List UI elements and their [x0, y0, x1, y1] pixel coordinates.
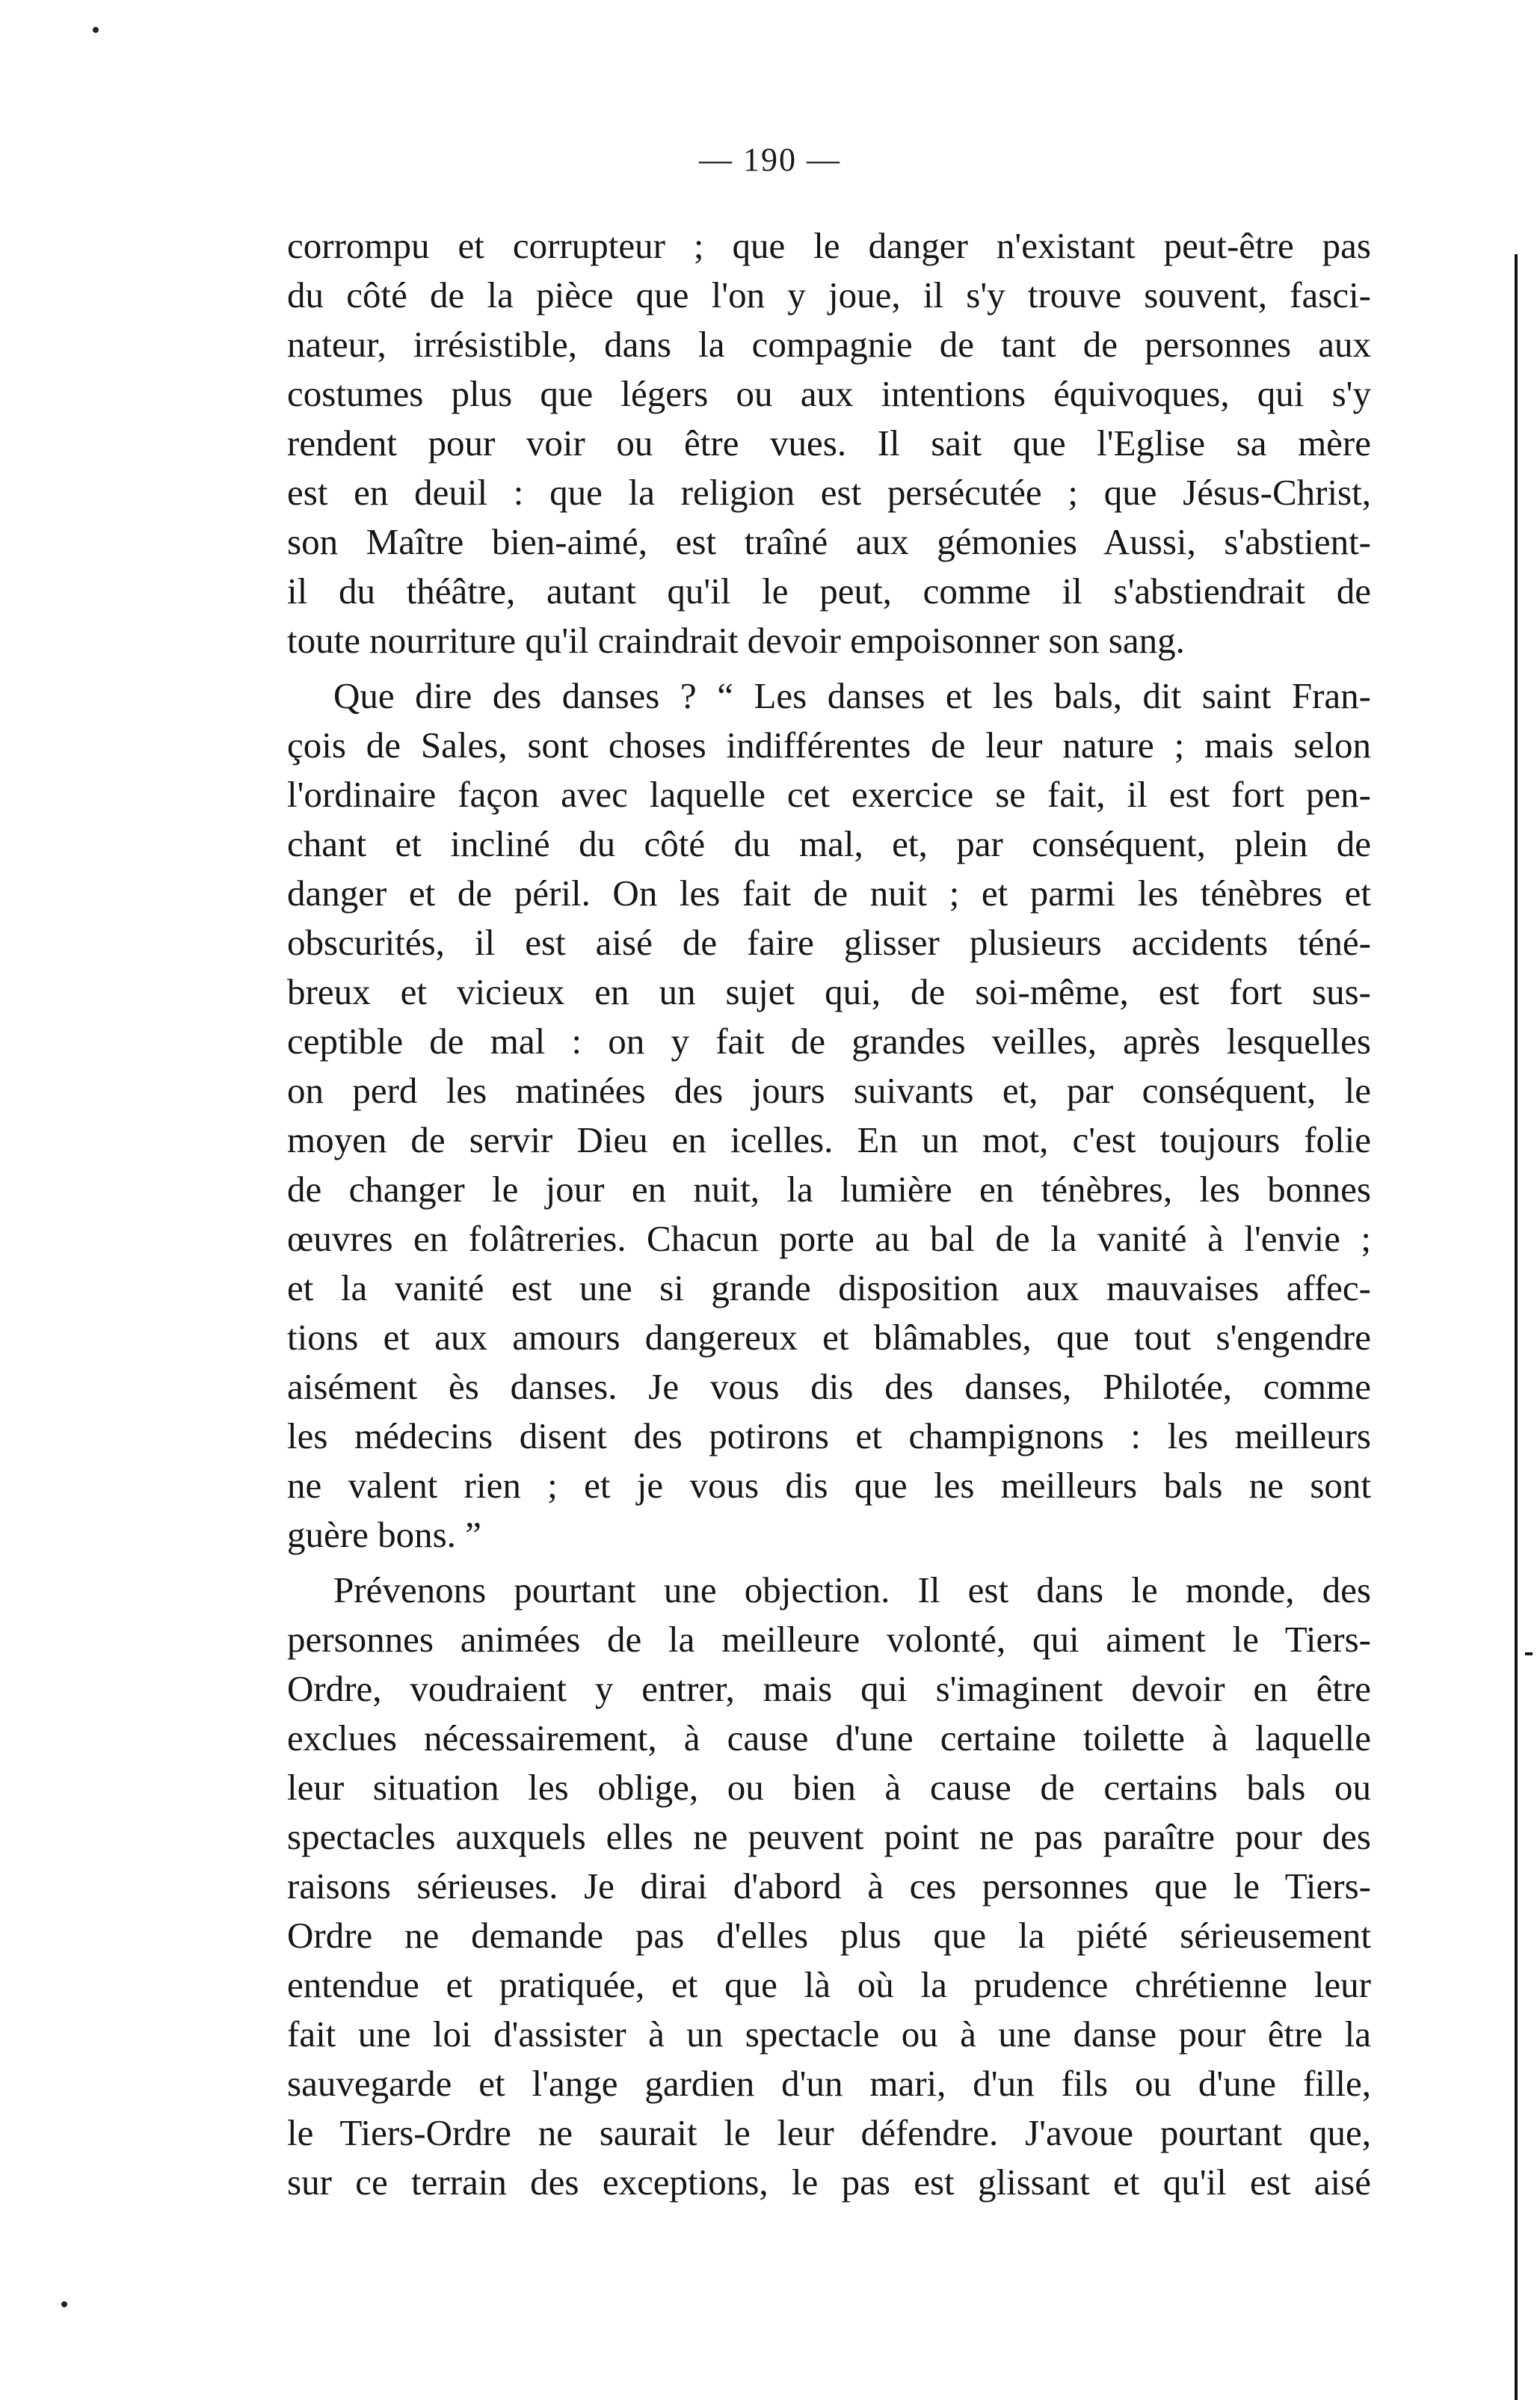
ink-speck — [61, 2301, 67, 2307]
text-line: le Tiers-Ordre ne saurait le leur défendre. J'avoue pourtant que, — [287, 2112, 1371, 2153]
text-line: çois de Sales, sont choses indifférentes de leur nature ; mais selon — [287, 724, 1371, 766]
text-line: toute nourriture qu'il craindrait devoir empoisonner son sang. — [287, 620, 1185, 661]
text-line: et la vanité est une si grande disposition aux mauvaises affec- — [287, 1267, 1371, 1308]
text-line: tions et aux amours dangereux et blâmables, que tout s'engendre — [287, 1317, 1371, 1358]
body-text — [287, 221, 1371, 2213]
text-line: du côté de la pièce que l'on y joue, il s'y trouve souvent, fasci- — [287, 274, 1371, 316]
text-line: breux et vicieux en un sujet qui, de soi-même, est fort sus- — [287, 971, 1371, 1012]
text-line: spectacles auxquels elles ne peuvent point ne pas paraître pour des — [287, 1816, 1371, 1857]
page-edge-mark — [1525, 1652, 1533, 1655]
text-line: guère bons. ” — [287, 1514, 481, 1555]
text-line: Ordre ne demande pas d'elles plus que la piété sérieusement — [287, 1915, 1371, 1956]
text-line: obscurités, il est aisé de faire glisser plusieurs accidents téné- — [287, 922, 1371, 963]
text-line: est en deuil : que la religion est persécutée ; que Jésus-Christ, — [287, 472, 1371, 513]
text-line: corrompu et corrupteur ; que le danger n'existant peut-être pas — [287, 225, 1371, 266]
text-line: costumes plus que légers ou aux intentions équivoques, qui s'y — [287, 373, 1371, 414]
text-line: Ordre, voudraient y entrer, mais qui s'imaginent devoir en être — [287, 1668, 1371, 1709]
text-line: les médecins disent des potirons et champignons : les meilleurs — [287, 1415, 1371, 1456]
text-line: Que dire des danses ? “ Les danses et les bals, dit saint Fran- — [333, 675, 1371, 716]
text-line: ne valent rien ; et je vous dis que les meilleurs bals ne sont — [287, 1465, 1371, 1506]
text-line: nateur, irrésistible, dans la compagnie de tant de personnes aux — [287, 324, 1371, 365]
text-line: il du théâtre, autant qu'il le peut, comme il s'abstiendrait de — [287, 570, 1371, 612]
paragraph-objection — [287, 1566, 1371, 2207]
page-number: — 190 — — [699, 141, 841, 178]
text-line: chant et incliné du côté du mal, et, par conséquent, plein de — [287, 823, 1371, 864]
text-line: rendent pour voir ou être vues. Il sait que l'Eglise sa mère — [287, 422, 1371, 464]
ink-speck — [93, 27, 99, 33]
text-line: aisément ès danses. Je vous dis des danses, Philotée, comme — [287, 1366, 1371, 1407]
text-line: Prévenons pourtant une objection. Il est dans le monde, des — [333, 1569, 1371, 1610]
text-line: exclues nécessairement, à cause d'une certaine toilette à laquelle — [287, 1717, 1371, 1759]
text-line: raisons sérieuses. Je dirai d'abord à ces personnes que le Tiers- — [287, 1865, 1371, 1907]
text-line: moyen de servir Dieu en icelles. En un mot, c'est toujours folie — [287, 1119, 1371, 1160]
text-line: personnes animées de la meilleure volonté, qui aiment le Tiers- — [287, 1619, 1371, 1660]
text-line: fait une loi d'assister à un spectacle ou à une danse pour être la — [287, 2013, 1371, 2055]
text-line: œuvres en folâtreries. Chacun porte au bal de la vanité à l'envie ; — [287, 1218, 1371, 1259]
text-line: son Maître bien-aimé, est traîné aux gémonies Aussi, s'abstient- — [287, 521, 1371, 562]
text-line: ceptible de mal : on y fait de grandes veilles, après lesquelles — [287, 1021, 1371, 1062]
text-line: danger et de péril. On les fait de nuit ; et parmi les ténèbres et — [287, 873, 1371, 914]
text-line: on perd les matinées des jours suivants et, par conséquent, le — [287, 1070, 1371, 1111]
paragraph-continuation — [287, 221, 1371, 665]
text-line: sur ce terrain des exceptions, le pas est glissant et qu'il est aisé — [287, 2161, 1371, 2203]
text-line: leur situation les oblige, ou bien à cause de certains bals ou — [287, 1767, 1371, 1808]
text-line: l'ordinaire façon avec laquelle cet exercice se fait, il est fort pen- — [287, 774, 1371, 815]
paragraph-danses — [287, 671, 1371, 1560]
text-line: sauvegarde et l'ange gardien d'un mari, d'un fils ou d'une fille, — [287, 2063, 1371, 2104]
page-edge-shadow — [1515, 254, 1518, 2400]
text-line: entendue et pratiquée, et que là où la prudence chrétienne leur — [287, 1964, 1371, 2005]
text-line: de changer le jour en nuit, la lumière en ténèbres, les bonnes — [287, 1169, 1371, 1210]
